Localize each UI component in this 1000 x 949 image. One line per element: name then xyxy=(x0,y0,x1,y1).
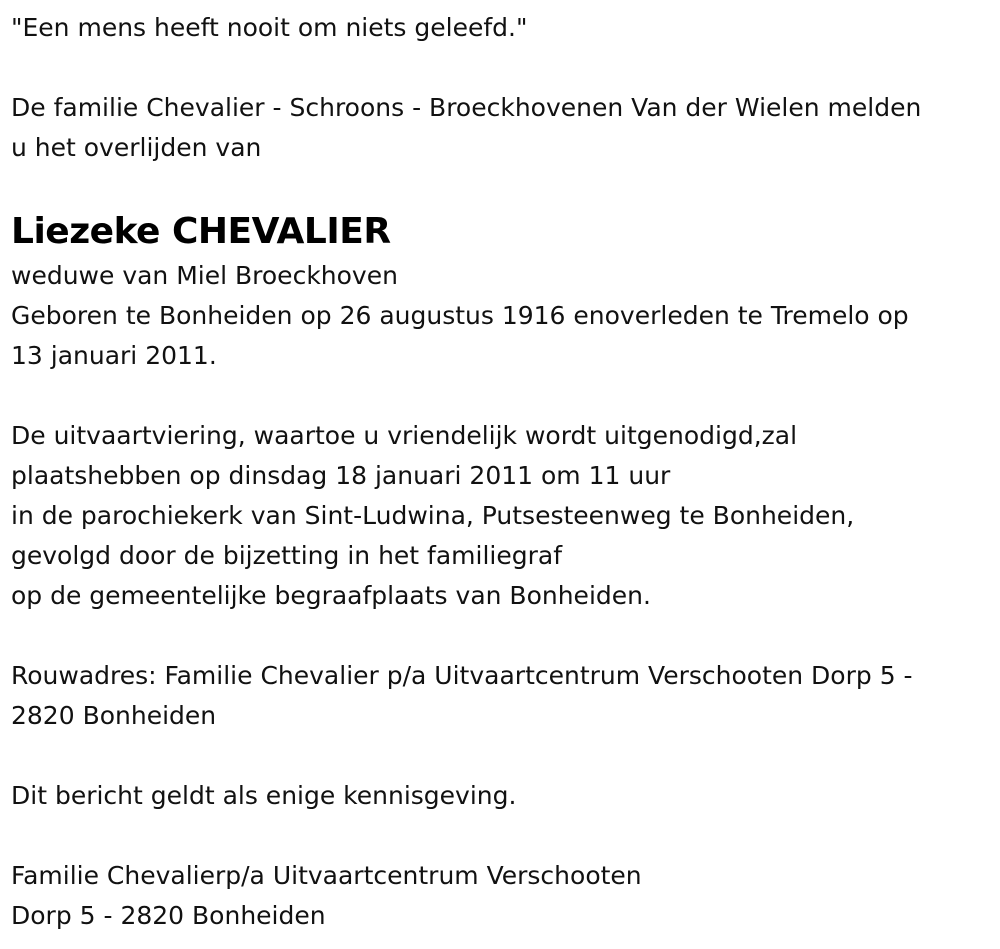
mourning-address-line-2: 2820 Bonheiden xyxy=(11,701,217,730)
deceased-relation: weduwe van Miel Broeckhoven xyxy=(11,261,398,290)
funeral-line-5: op de gemeentelijke begraafplaats van Bonheiden. xyxy=(11,581,651,610)
signature xyxy=(11,856,986,936)
mourning-address-line-1: Rouwadres: Familie Chevalier p/a Uitvaartcentrum Verschooten Dorp 5 - xyxy=(11,661,913,690)
funeral-details xyxy=(11,416,986,616)
funeral-line-3: in de parochiekerk van Sint-Ludwina, Putsesteenweg te Bonheiden, xyxy=(11,501,855,530)
spacer xyxy=(11,616,986,656)
obituary-notice xyxy=(11,8,986,936)
birth-death-line-1: Geboren te Bonheiden op 26 augustus 1916 enoverleden te Tremelo op xyxy=(11,301,909,330)
announcement xyxy=(11,88,986,168)
spacer xyxy=(11,168,986,208)
signature-line-2: Dorp 5 - 2820 Bonheiden xyxy=(11,901,326,930)
deceased-name: Liezeke CHEVALIER xyxy=(11,211,391,252)
notice-text: Dit bericht geldt als enige kennisgeving. xyxy=(11,781,517,810)
deceased-block xyxy=(11,208,986,376)
funeral-line-4: gevolgd door de bijzetting in het familiegraf xyxy=(11,541,563,570)
spacer xyxy=(11,736,986,776)
announcement-line-2: u het overlijden van xyxy=(11,133,262,162)
funeral-line-1: De uitvaartviering, waartoe u vriendelijk wordt uitgenodigd,zal xyxy=(11,421,798,450)
spacer xyxy=(11,816,986,856)
mourning-address xyxy=(11,656,986,736)
signature-line-1: Familie Chevalierp/a Uitvaartcentrum Verschooten xyxy=(11,861,642,890)
spacer xyxy=(11,376,986,416)
quote: "Een mens heeft nooit om niets geleefd." xyxy=(11,13,528,42)
spacer xyxy=(11,48,986,88)
birth-death-line-2: 13 januari 2011. xyxy=(11,341,217,370)
funeral-line-2: plaatshebben op dinsdag 18 januari 2011 om 11 uur xyxy=(11,461,671,490)
announcement-line-1: De familie Chevalier - Schroons - Broeckhovenen Van der Wielen melden xyxy=(11,93,922,122)
